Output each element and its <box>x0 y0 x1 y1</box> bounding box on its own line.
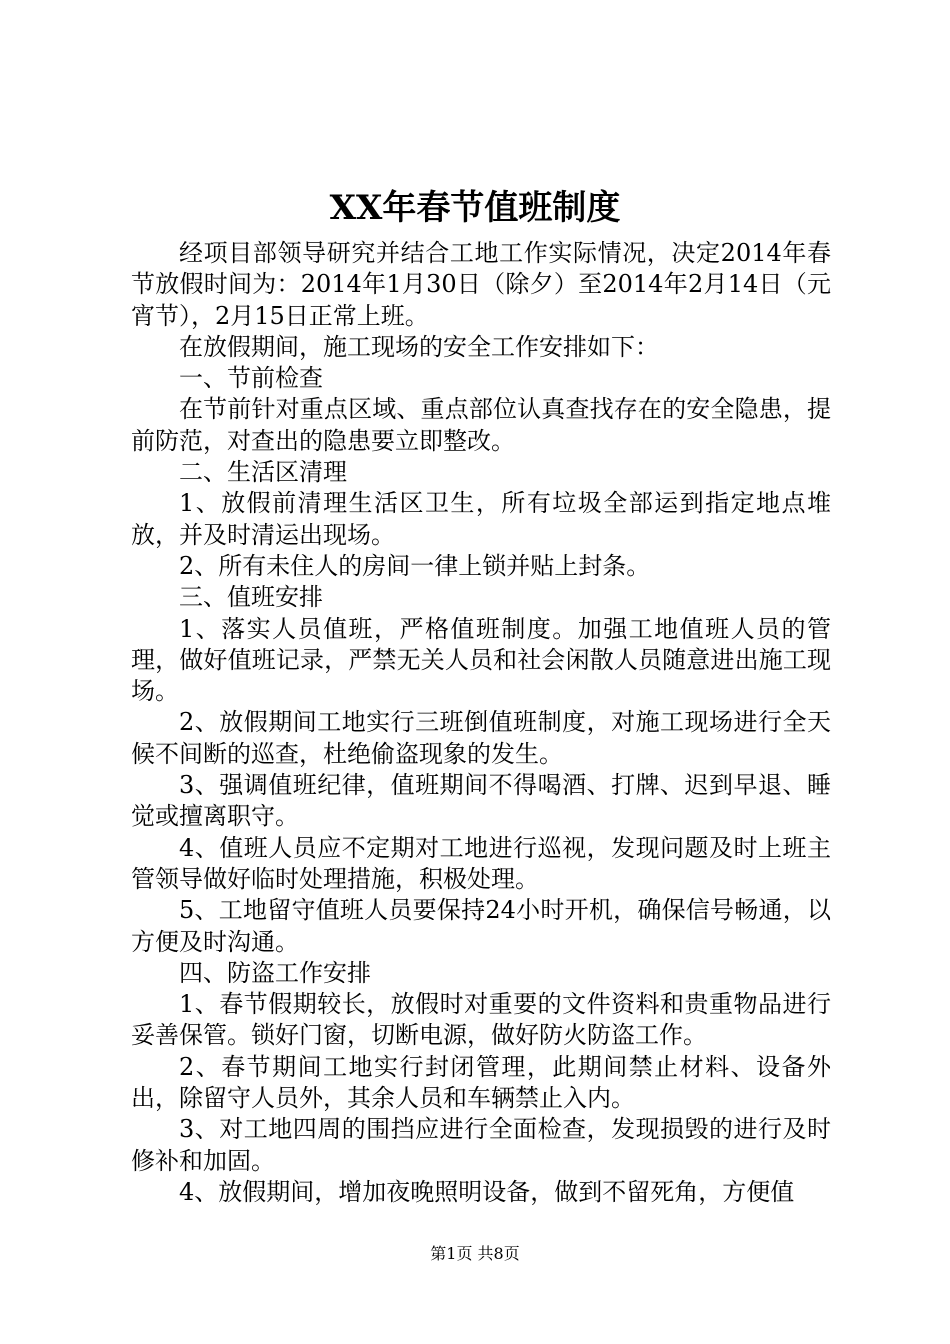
paragraph-arrangement: 在放假期间，施工现场的安全工作安排如下： <box>179 332 659 361</box>
paragraph: 2、所有未住人的房间一律上锁并贴上封条。 <box>179 551 651 580</box>
paragraph: 3、强调值班纪律，值班期间不得喝酒、打牌、迟到早退、睡觉或擅离职守。 <box>131 771 831 831</box>
paragraph: 4、放假期间，增加夜晚照明设备，做到不留死角，方便值 <box>179 1177 795 1206</box>
paragraph: 1、落实人员值班，严格值班制度。加强工地值班人员的管理，做好值班记录，严禁无关人员和社会闲散人员随意进出施工现场。 <box>131 614 831 706</box>
paragraph: 4、值班人员应不定期对工地进行巡视，发现问题及时上班主管领导做好临时处理措施，积极处理。 <box>131 833 831 893</box>
section-heading-living-area: 二、生活区清理 <box>179 458 347 487</box>
paragraph: 在节前针对重点区域、重点部位认真查找存在的安全隐患，提前防范，对查出的隐患要立即整改。 <box>131 395 831 455</box>
paragraph: 1、春节假期较长，放假时对重要的文件资料和贵重物品进行妥善保管。锁好门窗，切断电源，做好防火防盗工作。 <box>131 990 831 1050</box>
paragraph: 5、工地留守值班人员要保持24小时开机，确保信号畅通，以方便及时沟通。 <box>131 896 831 956</box>
paragraph: 1、放假前清理生活区卫生，所有垃圾全部运到指定地点堆放，并及时清运出现场。 <box>131 489 831 549</box>
page-number-footer: 第1页 共8页 <box>430 1244 520 1263</box>
section-heading-pre-holiday-check: 一、节前检查 <box>179 364 323 393</box>
paragraph-intro: 经项目部领导研究并结合工地工作实际情况，决定2014年春节放假时间为：2014年1月30日（除夕）至2014年2月14日（元宵节），2月15日正常上班。 <box>131 239 831 330</box>
paragraph: 3、对工地四周的围挡应进行全面检查，发现损毁的进行及时修补和加固。 <box>131 1115 831 1175</box>
paragraph: 2、放假期间工地实行三班倒值班制度，对施工现场进行全天候不间断的巡查，杜绝偷盗现象的发生。 <box>131 708 831 768</box>
section-heading-duty-arrangement: 三、值班安排 <box>179 583 323 612</box>
paragraph: 2、春节期间工地实行封闭管理，此期间禁止材料、设备外出，除留守人员外，其余人员和车辆禁止入内。 <box>131 1052 831 1113</box>
document-title: XX年春节值班制度 <box>329 188 621 228</box>
document-body <box>131 238 831 1208</box>
section-heading-anti-theft: 四、防盗工作安排 <box>179 958 371 987</box>
